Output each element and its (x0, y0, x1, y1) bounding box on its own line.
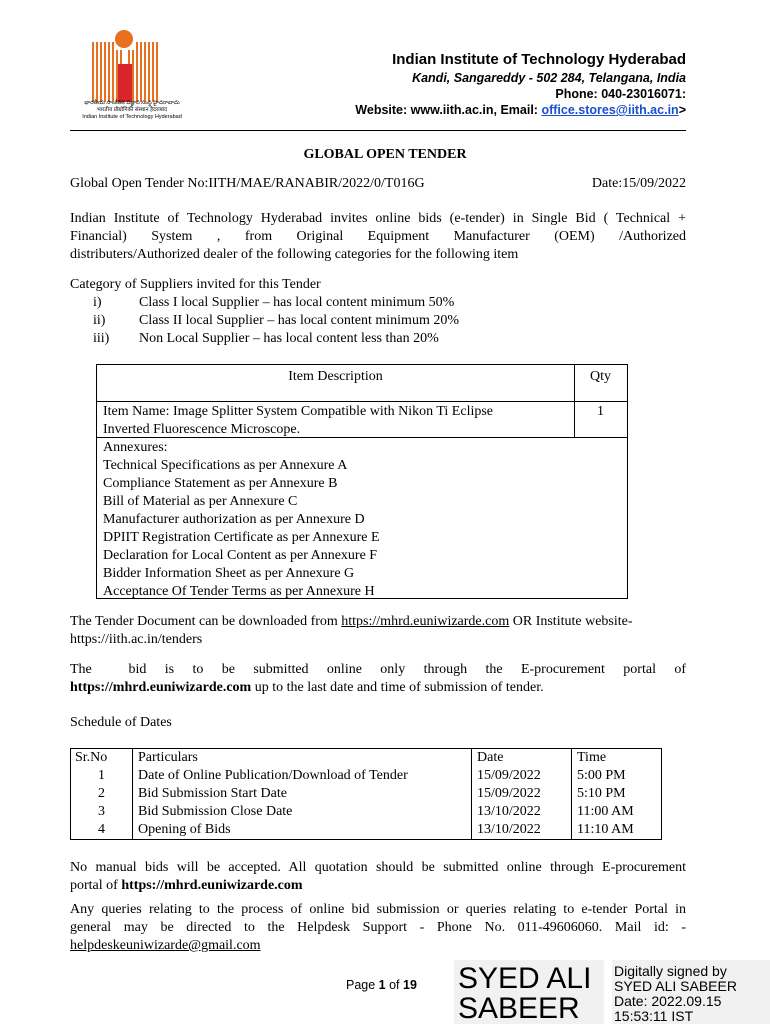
schedule-time: 5:00 PM (577, 768, 626, 783)
annexure-item: Manufacturer authorization as per Annexure D (103, 512, 365, 527)
intro-line: distributers/Authorized dealer of the following categories for the following item (70, 247, 519, 262)
item-description-header: Item Description (288, 369, 383, 384)
page-total: 19 (403, 978, 417, 992)
page-prefix: Page (346, 978, 379, 992)
category-number: i) (93, 295, 102, 310)
intro-line: Financial) System , from Original Equipment Manufacturer (OEM) /Authorized (70, 229, 686, 244)
qty-header: Qty (590, 369, 611, 384)
schedule-time: 5:10 PM (577, 786, 626, 801)
annexure-item: Bill of Material as per Annexure C (103, 494, 298, 509)
schedule-particulars: Bid Submission Close Date (138, 804, 293, 819)
bid-line (70, 679, 544, 697)
institute-website (355, 103, 686, 117)
schedule-particulars: Date of Online Publication/Download of Tender (138, 768, 408, 783)
schedule-date: 15/09/2022 (477, 768, 541, 783)
no-manual-url: https://mhrd.euniwizarde.com (121, 878, 303, 893)
item-name: Item Name: Image Splitter System Compatible with Nikon Ti Eclipse (103, 404, 494, 419)
institute-tender-url: https://iith.ac.in/tenders (70, 632, 203, 647)
schedule-header-particulars: Particulars (138, 750, 198, 765)
item-qty: 1 (597, 404, 604, 419)
logo-text-english: Indian Institute of Technology Hyderabad (82, 114, 182, 120)
iith-logo (78, 28, 186, 133)
annexure-item: DPIIT Registration Certificate as per Annexure E (103, 530, 380, 545)
logo-text-hindi: भारतीय प्रौद्योगिकी संस्थान हैदराबाद (96, 107, 168, 113)
schedule-srno: 1 (98, 768, 105, 783)
institute-name: Indian Institute of Technology Hyderabad (392, 51, 686, 68)
category-number: iii) (93, 331, 110, 346)
schedule-header-time: Time (577, 750, 607, 765)
schedule-header-date: Date (477, 750, 504, 765)
institute-address: Kandi, Sangareddy - 502 284, Telangana, India (412, 71, 686, 85)
signature-info-block (612, 960, 770, 1024)
schedule-date: 13/10/2022 (477, 804, 541, 819)
schedule-table (70, 748, 662, 840)
signature-name-block (454, 960, 604, 1024)
page-of: of (385, 978, 403, 992)
annexures-title: Annexures: (103, 440, 168, 455)
signature-info-line: SYED ALI SABEER (614, 978, 737, 994)
item-name: Inverted Fluorescence Microscope. (103, 422, 301, 437)
category-text: Class I local Supplier – has local content minimum 50% (139, 295, 455, 310)
institute-phone: Phone: 040-23016071: (555, 87, 686, 101)
category-number: ii) (93, 313, 106, 328)
page-number (346, 978, 417, 992)
download-prefix: The Tender Document can be downloaded from (70, 614, 342, 629)
schedule-particulars: Opening of Bids (138, 822, 231, 837)
category-text: Non Local Supplier – has local content less than 20% (139, 331, 439, 346)
download-link[interactable]: https://mhrd.euniwizarde.com (341, 614, 510, 629)
item-table (96, 364, 628, 599)
signature-info-line: Digitally signed by (614, 963, 727, 979)
schedule-particulars: Bid Submission Start Date (138, 786, 287, 801)
header-divider (70, 130, 686, 131)
signature-name: SABEER (458, 992, 580, 1025)
tender-number: Global Open Tender No:IITH/MAE/RANABIR/2022/0/T016G (70, 176, 425, 191)
bid-rest: up to the last date and time of submission of tender. (251, 680, 544, 695)
schedule-time: 11:00 AM (577, 804, 634, 819)
no-manual-line (70, 877, 303, 895)
schedule-date: 15/09/2022 (477, 786, 541, 801)
category-title: Category of Suppliers invited for this Tender (70, 277, 321, 292)
page-current: 1 (378, 978, 386, 992)
bid-line: The bid is to be submitted online only through the E-procurement portal of (70, 662, 686, 677)
website-prefix: Website: www.iith.ac.in, Email: (355, 103, 542, 117)
logo-text-telugu: భారతీయ సాంకేతిక విజ్ఞాన సంస్థ హైదరాబాదు (84, 100, 180, 106)
helpdesk-email-link[interactable]: helpdeskeuniwizarde@gmail.com (70, 938, 261, 953)
schedule-srno: 3 (98, 804, 105, 819)
intro-line: Indian Institute of Technology Hyderabad invites online bids (e-tender) in Single Bid ( Technical + (70, 211, 686, 226)
signature-info-line: 15:53:11 IST (614, 1008, 694, 1024)
no-manual-prefix: portal of (70, 878, 122, 893)
no-manual-line: No manual bids will be accepted. All quotation should be submitted online through E-procurement (70, 860, 686, 875)
annexure-item: Technical Specifications as per Annexure A (103, 458, 348, 473)
page-title: GLOBAL OPEN TENDER (303, 147, 467, 162)
download-mid: OR Institute website- (509, 614, 633, 629)
queries-line: Any queries relating to the process of online bid submission or queries relating to e-tender Portal in (70, 902, 686, 917)
website-suffix: > (678, 103, 686, 117)
annexure-item: Bidder Information Sheet as per Annexure G (103, 566, 355, 581)
schedule-srno: 4 (98, 822, 105, 837)
tender-date: Date:15/09/2022 (591, 176, 686, 191)
annexure-item: Declaration for Local Content as per Annexure F (103, 548, 378, 563)
queries-line: general may be directed to the Helpdesk Support - Phone No. 011-49606060. Mail id: - (70, 920, 686, 935)
signature-info-line: Date: 2022.09.15 (614, 993, 722, 1009)
category-text: Class II local Supplier – has local content minimum 20% (139, 313, 459, 328)
email-link[interactable]: office.stores@iith.ac.in (541, 103, 679, 117)
signature-name: SYED ALI (458, 962, 592, 995)
schedule-srno: 2 (98, 786, 105, 801)
schedule-date: 13/10/2022 (477, 822, 541, 837)
schedule-header-srno: Sr.No (75, 750, 108, 765)
schedule-title: Schedule of Dates (70, 715, 172, 730)
download-line (70, 613, 633, 631)
schedule-time: 11:10 AM (577, 822, 634, 837)
annexure-item: Acceptance Of Tender Terms as per Annexure H (103, 584, 375, 599)
bid-portal-url: https://mhrd.euniwizarde.com (70, 680, 252, 695)
annexure-item: Compliance Statement as per Annexure B (103, 476, 338, 491)
